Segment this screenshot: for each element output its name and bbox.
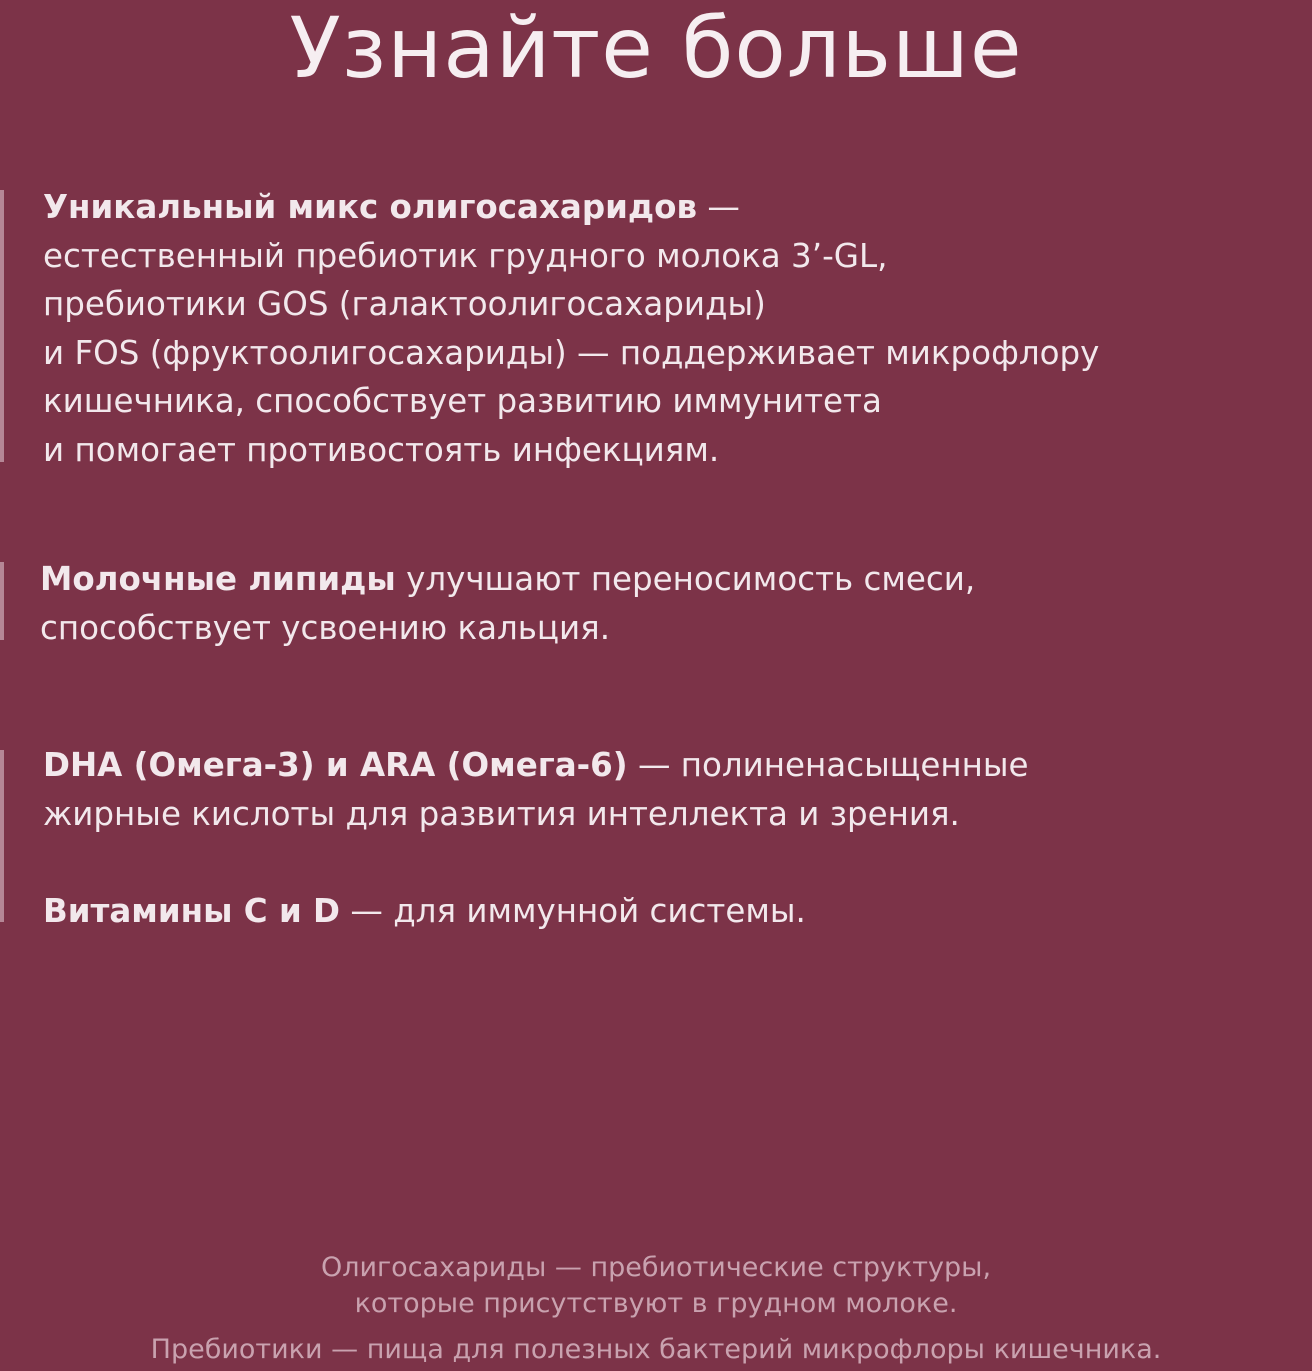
section-lead: Молочные липиды — [40, 560, 396, 598]
section-line: пребиотики GOS (галактоолигосахариды) — [43, 285, 766, 323]
section-lead: Уникальный микс олигосахаридов — [43, 188, 698, 226]
section-lead: DHA (Омега-3) и ARA (Омега-6) — [43, 746, 628, 784]
section-line: и FOS (фруктоолигосахариды) — поддерживает микрофлору — [43, 333, 1100, 372]
section-lead-suffix: — для иммунной системы. — [340, 892, 806, 930]
oligosaccharides-text — [43, 183, 1099, 474]
section-lead-suffix: — — [697, 188, 740, 226]
footnote-line: Пребиотики — пища для полезных бактерий микрофлоры кишечника. — [150, 1334, 1162, 1365]
section-lead-suffix: — полиненасыщенные — [627, 746, 1029, 784]
section-heading-line — [43, 183, 1099, 232]
fatty-acids-text — [43, 741, 1029, 838]
section-heading-line — [43, 887, 806, 936]
section-heading-line — [40, 555, 975, 604]
vitamins-text — [43, 887, 806, 936]
page-title: Узнайте больше — [289, 0, 1023, 97]
footnote-line: Олигосахариды — пребиотические структуры, — [320, 1252, 992, 1283]
accent-bar — [0, 190, 4, 462]
section-lead-suffix: улучшают переносимость смеси, — [395, 560, 976, 598]
accent-bar — [0, 750, 4, 922]
section-line: кишечника, способствует развитию иммунитета — [43, 382, 882, 420]
milk-lipids-text — [40, 555, 975, 652]
section-line: способствует усвоению кальция. — [40, 608, 611, 647]
section-line: жирные кислоты для развития интеллекта и зрения. — [43, 794, 960, 833]
footnote — [0, 1248, 1312, 1370]
section-line: естественный пребиотик грудного молока 3’-GL, — [43, 236, 888, 275]
section-lead: Витамины С и D — [43, 892, 341, 930]
accent-bar — [0, 562, 4, 640]
section-line: и помогает противостоять инфекциям. — [43, 430, 720, 469]
footnote-line: которые присутствуют в грудном молоке. — [354, 1288, 958, 1319]
section-heading-line — [43, 741, 1029, 790]
